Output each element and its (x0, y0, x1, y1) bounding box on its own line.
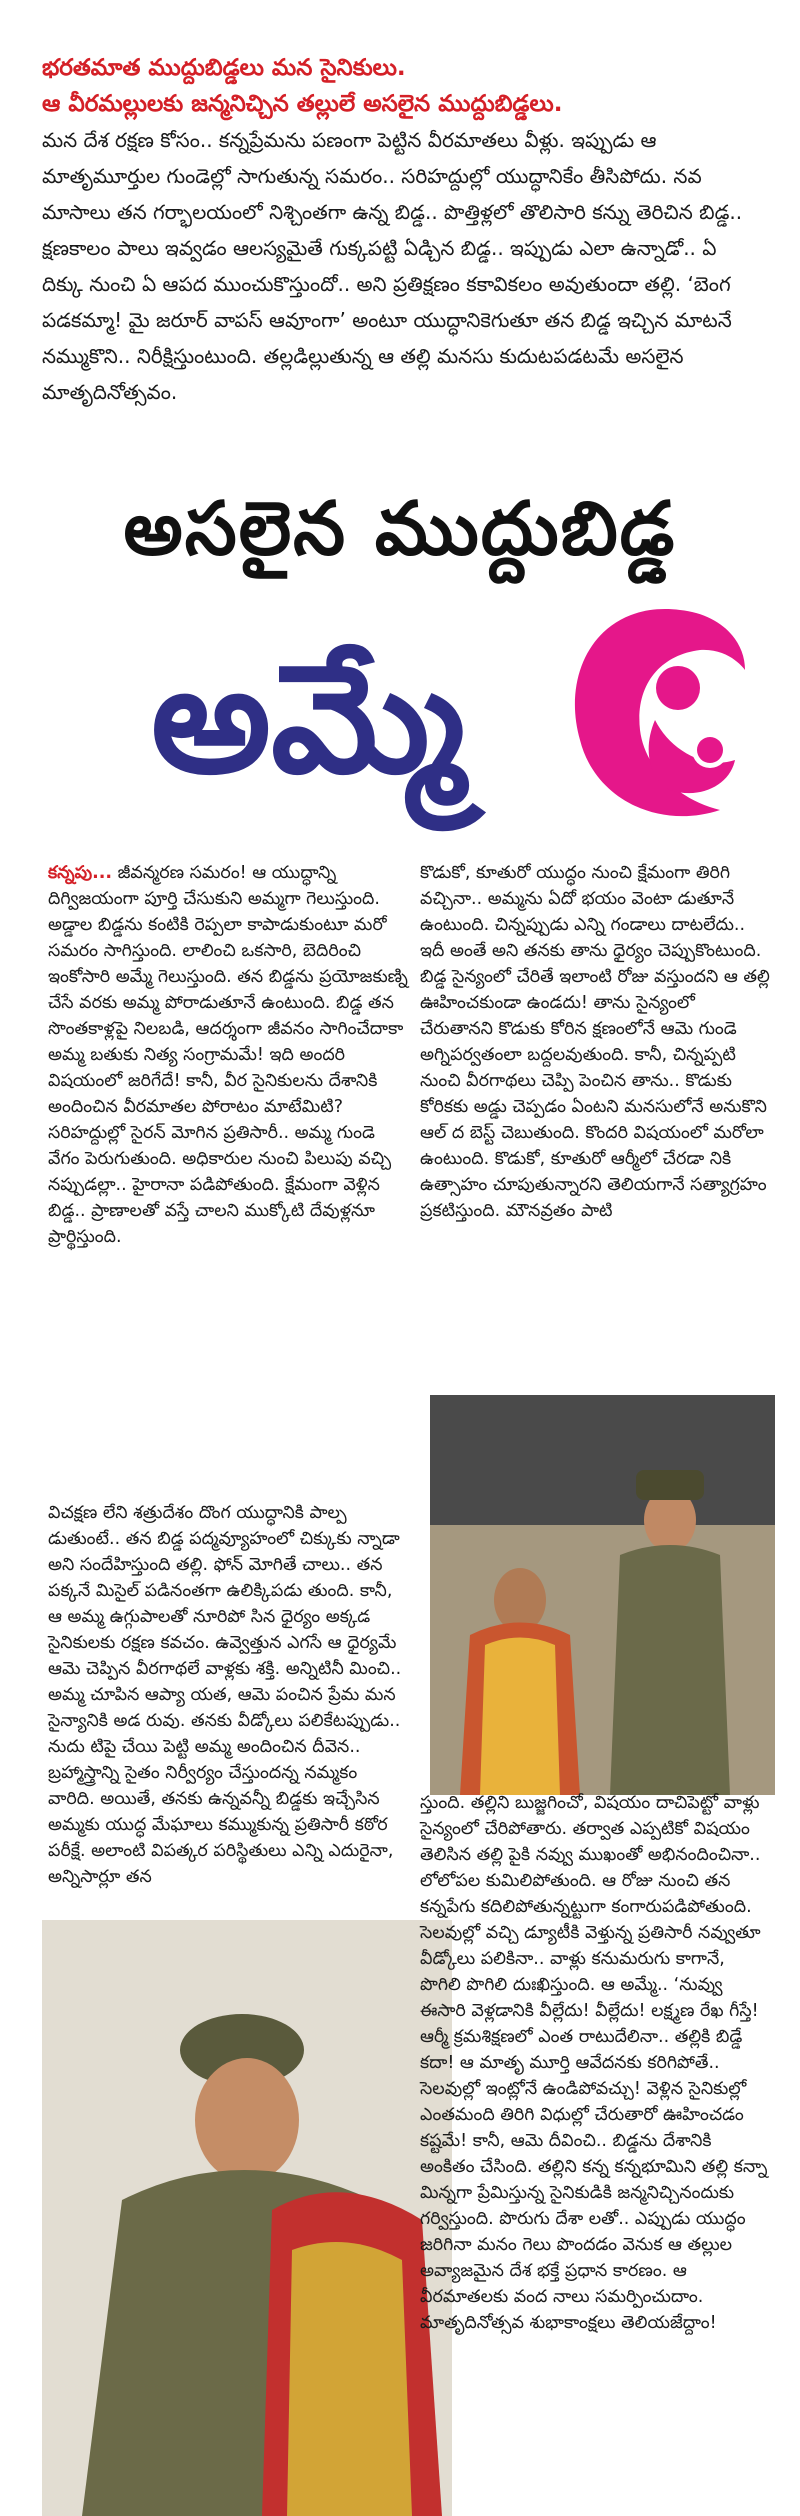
article-kicker: కన్నపు... (48, 863, 113, 883)
headline-line-1: అసలైన ముద్దుబిడ్డ (123, 486, 677, 572)
article-column-2 (420, 860, 770, 1224)
article-column-4-text: స్తుంది. తల్లిని బుజ్జగించో, విషయం దాచిపెట్టో వాళ్లు సైన్యంలో చేరిపోతారు. తర్వాత ఎప్పటికో విషయం తెలిసిన తల్లి పైకి నవ్వు ముఖంతో అభినందించినా.. లోలోపల కుమిలిపోతుంది. ఆ రోజు నుంచి తన కన్నపేగు కదిలిపోతున్నట్టుగా కంగారుపడిపోతుంది. సెలవుల్లో వచ్చి డ్యూటీకి వెళ్తున్న ప్రతిసారీ నవ్వుతూ వీడ్కోలు పలికినా.. వాళ్లు కనుమరుగు కాగానే, పొగిలి పొగిలి దుఃఖిస్తుంది. ఆ అమ్మే.. ‘నువ్వు ఈసారి వెళ్లడానికి వీల్లేదు! వీల్లేదు! లక్ష్మణ రేఖ గీస్తే! ఆర్మీ క్రమశిక్షణలో ఎంత రాటుదేలినా.. తల్లికి బిడ్డే కదా! ఆ మాతృ మూర్తి ఆవేదనకు కరిగిపోతే.. సెలవుల్లో ఇంట్లోనే ఉండిపోవచ్చు! వెళ్లిన సైనికుల్లో ఎంతమంది తిరిగి విధుల్లో చేరుతారో ఊహించడం కష్టమే! కానీ, ఆమె దీవించి.. బిడ్డను దేశానికి అంకితం చేసింది. తల్లిని కన్న కన్నభూమిని తల్లి కన్నా మిన్నగా ప్రేమిస్తున్న సైనికుడికి జన్మనిచ్చినందుకు గర్విస్తుంది. పొరుగు దేశా లతో.. ఎప్పుడు యుద్ధం జరిగినా మనం గెలు పొందడం వెనుక ఆ తల్లుల అవ్యాజమైన దేశ భక్తే ప్రధాన కారణం. ఆ వీరమాతలకు వంద నాలు సమర్పించుదాం. మాతృదినోత్సవ శుభాకాంక్షలు తెలియజేద్దాం! (420, 1793, 768, 2333)
article-column-2-text: కొడుకో, కూతురో యుద్ధం నుంచి క్షేమంగా తిరిగి వచ్చినా.. అమ్మను ఏదో భయం వెంటా డుతూనే ఉంటుంది. చిన్నప్పుడు ఎన్ని గండాలు దాటలేదు.. ఇదీ అంతే అని తనకు తాను ధైర్యం చెప్పుకొంటుంది. బిడ్డ సైన్యంలో చేరితే ఇలాంటి రోజు వస్తుందని ఆ తల్లి ఊహించకుండా ఉండదు! తాను సైన్యంలో చేరుతానని కొడుకు కోరిన క్షణంలోనే ఆమె గుండె అగ్నిపర్వతంలా బద్దలవుతుంది. కానీ, చిన్నప్పటి నుంచి వీరగాథలు చెప్పి పెంచిన తాను.. కొడుకు కోరికకు అడ్డు చెప్పడం ఏంటని మనసులోనే అనుకొని ఆల్ ద బెస్ట్ చెబుతుంది. కొందరి విషయంలో మరోలా ఉంటుంది. కొడుకో, కూతురో ఆర్మీలో చేరడా నికి ఉత్సాహం చూపుతున్నారని తెలియగానే సత్యాగ్రహం ప్రకటిస్తుంది. మౌనవ్రతం పాటి (420, 863, 770, 1221)
soldier-hugging-mother-photo (42, 1920, 452, 2516)
article-column-1-text: జీవన్మరణ సమరం! ఆ యుద్ధాన్ని దిగ్విజయంగా పూర్తి చేసుకుని అమ్మగా గెలుస్తుంది. అడ్డాల బిడ్డను కంటికి రెప్పలా కాపాడుకుంటూ మరో సమరం సాగిస్తుంది. లాలించి ఒకసారి, బెదిరించి ఇంకోసారి అమ్మే గెలుస్తుంది. తన బిడ్డను ప్రయోజకుణ్ని చేసే వరకు అమ్మ పోరాడుతూనే ఉంటుంది. బిడ్డ తన సొంతకాళ్లపై నిలబడి, ఆదర్శంగా జీవనం సాగించేదాకా అమ్మ బతుకు నిత్య సంగ్రామమే! ఇది అందరి విషయంలో జరిగేదే! కానీ, వీర సైనికులను దేశానికి అందించిన వీరమాతల పోరాటం మాటేమిటి? సరిహద్దుల్లో సైరన్ మోగిన ప్రతిసారీ.. అమ్మ గుండె వేగం పెరుగుతుంది. అధికారుల నుంచి పిలుపు వచ్చి నప్పుడల్లా.. హైరానా పడిపోతుంది. క్షేమంగా వెళ్లిన బిడ్డ.. ప్రాణాలతో వస్తే చాలని ముక్కోటి దేవుళ్లనూ ప్రార్థిస్తుంది. (48, 863, 408, 1247)
lede-body: మన దేశ రక్షణ కోసం.. కన్నప్రేమను పణంగా పెట్టిన వీరమాతలు వీళ్లు. ఇప్పుడు ఆ మాతృమూర్తుల గుండెల్లో సాగుతున్న సమరం.. సరిహద్దుల్లో యుద్ధానికేం తీసిపోదు. నవ మాసాలు తన గర్భాలయంలో నిశ్చింతగా ఉన్న బిడ్డ.. పొత్తిళ్లలో తొలిసారి కన్ను తెరిచిన బిడ్డ.. క్షణకాలం పాలు ఇవ్వడం ఆలస్యమైతే గుక్కపట్టి ఏడ్చిన బిడ్డ.. ఇప్పుడు ఎలా ఉన్నాడో.. ఏ దిక్కు నుంచి ఏ ఆపద ముంచుకొస్తుందో.. అని ప్రతిక్షణం కకావికలం అవుతుందా తల్లి. ‘బెంగ పడకమ్మా! మై జరూర్ వాపస్ ఆవూంగా’ అంటూ యుద్ధానికెగుతూ తన బిడ్డ ఇచ్చిన మాటనే నమ్ముకొని.. నిరీక్షిస్తుంటుంది. తల్లడిల్లుతున్న ఆ తల్లి మనసు కుదుటపడటమే అసలైన మాతృదినోత్సవం. (42, 128, 743, 404)
article-column-3-text: విచక్షణ లేని శత్రుదేశం దొంగ యుద్ధానికి పాల్ప డుతుంటే.. తన బిడ్డ పద్మవ్యూహంలో చిక్కుకు న్నాడా అని సందేహిస్తుంది తల్లి. ఫోన్ మోగితే చాలు.. తన పక్కనే మిసైల్ పడినంతగా ఉలిక్కిపడు తుంది. కానీ, ఆ అమ్మ ఉగ్గుపాలతో నూరిపో సిన ధైర్యం అక్కడ సైనికులకు రక్షణ కవచం. ఉవ్వెత్తున ఎగసే ఆ ధైర్యమే ఆమె చెప్పిన వీరగాథలే వాళ్లకు శక్తి. అన్నిటినీ మించి.. అమ్మ చూపిన ఆప్యా యత, ఆమె పంచిన ప్రేమ మన సైన్యానికి అడ రువు. తనకు వీడ్కోలు పలికేటప్పుడు.. నుదు టిపై చేయి పెట్టి అమ్మ అందించిన దీవెన.. బ్రహ్మాస్త్రాన్ని సైతం నిర్వీర్యం చేస్తుందన్న నమ్మకం వారిది. అయితే, తనకు ఉన్నవన్నీ బిడ్డకు ఇచ్చేసిన అమ్మకు యుద్ధ మేఘాలు కమ్ముకున్న ప్రతిసారీ కఠోర పరీక్షే. అలాంటి విపత్కర పరిస్థితులు ఎన్ని ఎదురైనా, అన్నిసార్లూ తన (48, 1503, 402, 1887)
headline-line-2: అమ్మే (151, 633, 465, 807)
article-column-4 (420, 1790, 770, 2336)
article-column-1 (48, 860, 408, 1250)
mother-child-icon (560, 600, 750, 830)
lede-highlight-line-2: ఆ వీరమల్లులకు జన్మనిచ్చిన తల్లులే అసలైన ముద్దుబిడ్డలు. (42, 91, 563, 117)
lede-section (42, 50, 762, 410)
mother-son-officer-photo (430, 1395, 775, 1795)
lede-highlight-line-1: భరతమాత ముద్దుబిడ్డలు మన సైనికులు. (42, 55, 406, 81)
article-column-3 (48, 1500, 408, 1890)
